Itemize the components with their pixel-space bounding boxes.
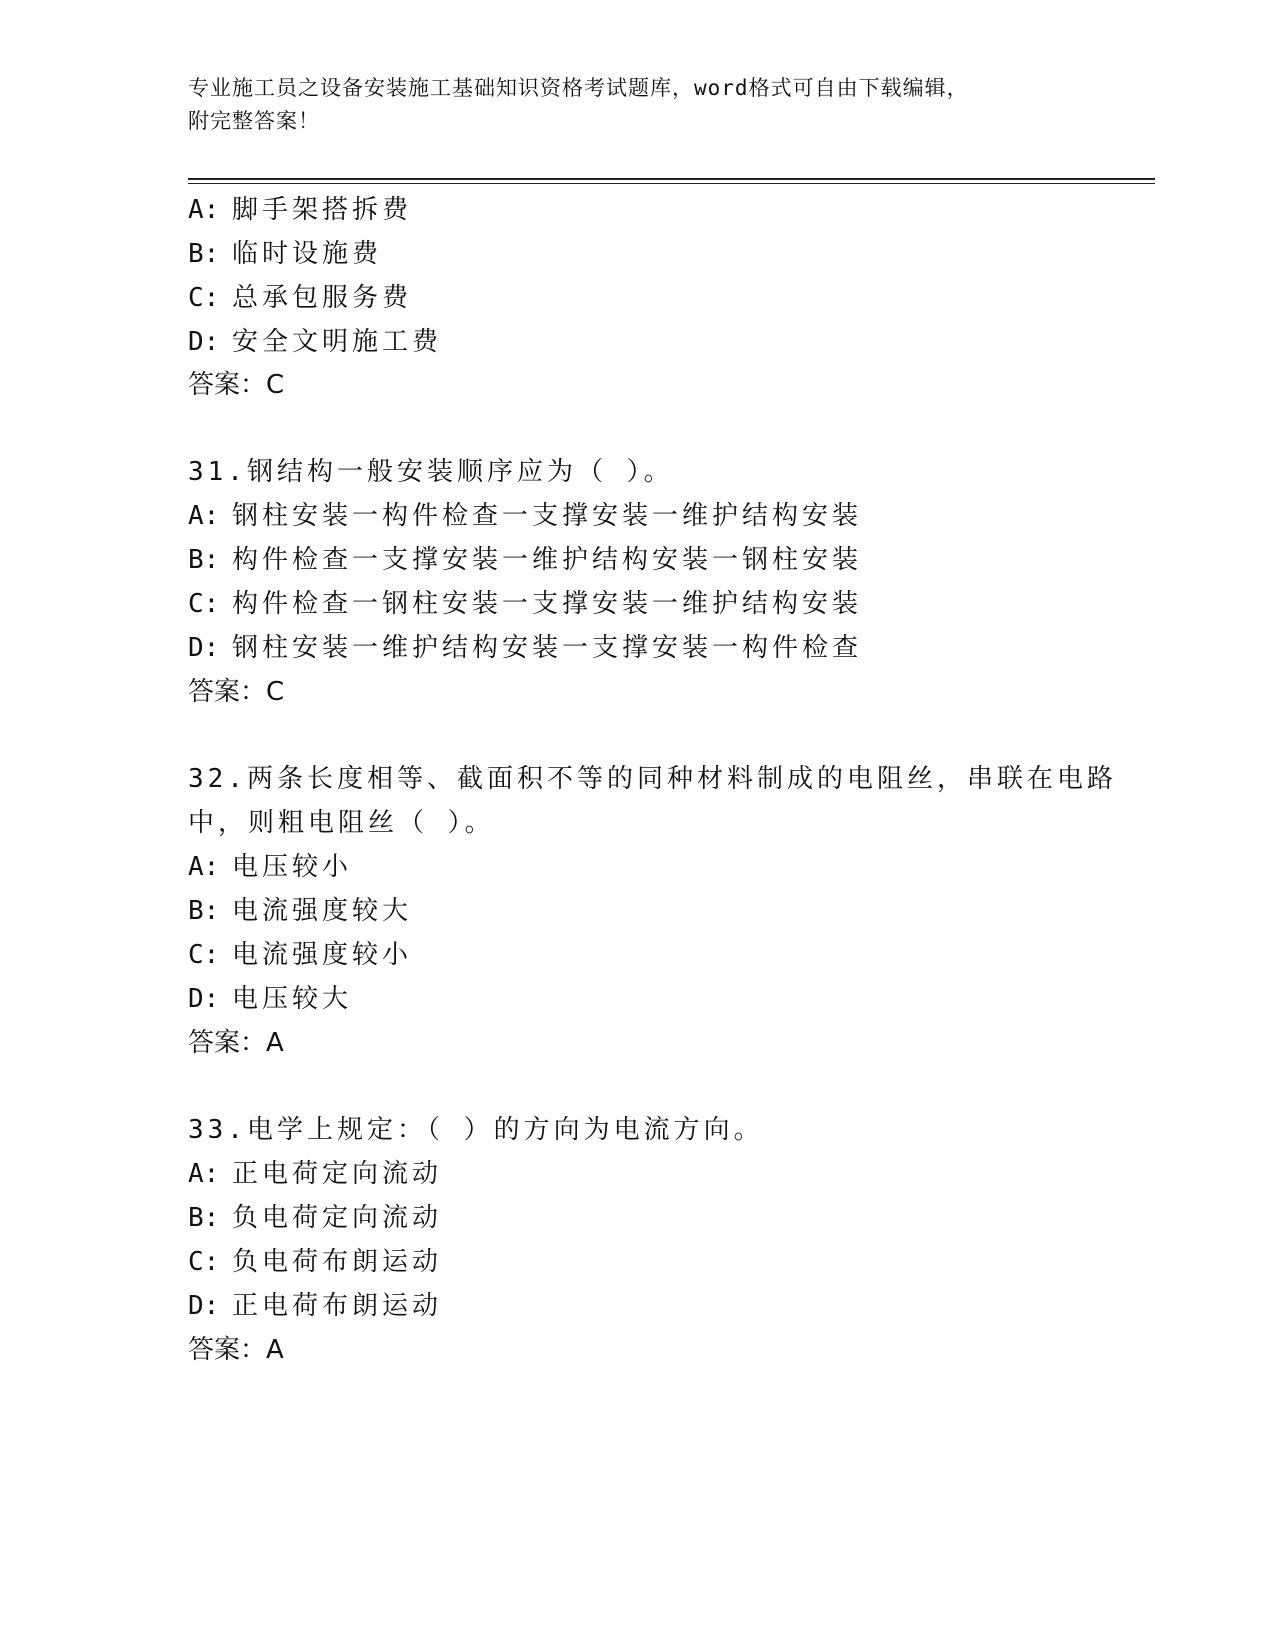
q30-option-a: A: 脚手架搭拆费 bbox=[188, 195, 413, 225]
q32-option-c: C: 电流强度较小 bbox=[188, 940, 413, 970]
q33-question: 33.电学上规定：（ ）的方向为电流方向。 bbox=[188, 1115, 764, 1145]
q30-option-d: D: 安全文明施工费 bbox=[188, 327, 443, 357]
header-line-2: 附完整答案！ bbox=[188, 109, 320, 133]
q30-option-b: B: 临时设施费 bbox=[188, 239, 383, 269]
q31-option-a: A: 钢柱安装一构件检查一支撑安装一维护结构安装 bbox=[188, 501, 863, 531]
header-divider-thick bbox=[188, 178, 1155, 180]
q32-answer: 答案：A bbox=[188, 1028, 284, 1058]
q33-option-a: A: 正电荷定向流动 bbox=[188, 1159, 443, 1189]
q30-option-c: C: 总承包服务费 bbox=[188, 283, 413, 313]
q31-option-d: D: 钢柱安装一维护结构安装一支撑安装一构件检查 bbox=[188, 633, 863, 663]
q33-option-b: B: 负电荷定向流动 bbox=[188, 1203, 443, 1233]
q32-question-line-1: 32.两条长度相等、截面积不等的同种材料制成的电阻丝，串联在电路 bbox=[188, 764, 1117, 794]
q30-answer: 答案：C bbox=[188, 370, 285, 400]
q33-option-d: D: 正电荷布朗运动 bbox=[188, 1291, 443, 1321]
q31-question: 31.钢结构一般安装顺序应为（ ）。 bbox=[188, 457, 674, 487]
q33-answer: 答案：A bbox=[188, 1335, 284, 1365]
q33-option-c: C: 负电荷布朗运动 bbox=[188, 1247, 443, 1277]
document-header bbox=[188, 72, 1088, 138]
q32-option-a: A: 电压较小 bbox=[188, 852, 353, 882]
q31-option-b: B: 构件检查一支撑安装一维护结构安装一钢柱安装 bbox=[188, 545, 863, 575]
q32-option-d: D: 电压较大 bbox=[188, 984, 353, 1014]
q32-option-b: B: 电流强度较大 bbox=[188, 896, 413, 926]
q31-answer: 答案：C bbox=[188, 677, 285, 707]
header-line-1: 专业施工员之设备安装施工基础知识资格考试题库，word格式可自由下载编辑， bbox=[188, 76, 969, 100]
q32-question-line-2: 中，则粗电阻丝（ ）。 bbox=[188, 808, 495, 838]
q31-option-c: C: 构件检查一钢柱安装一支撑安装一维护结构安装 bbox=[188, 589, 863, 619]
header-divider-thin bbox=[188, 183, 1155, 184]
